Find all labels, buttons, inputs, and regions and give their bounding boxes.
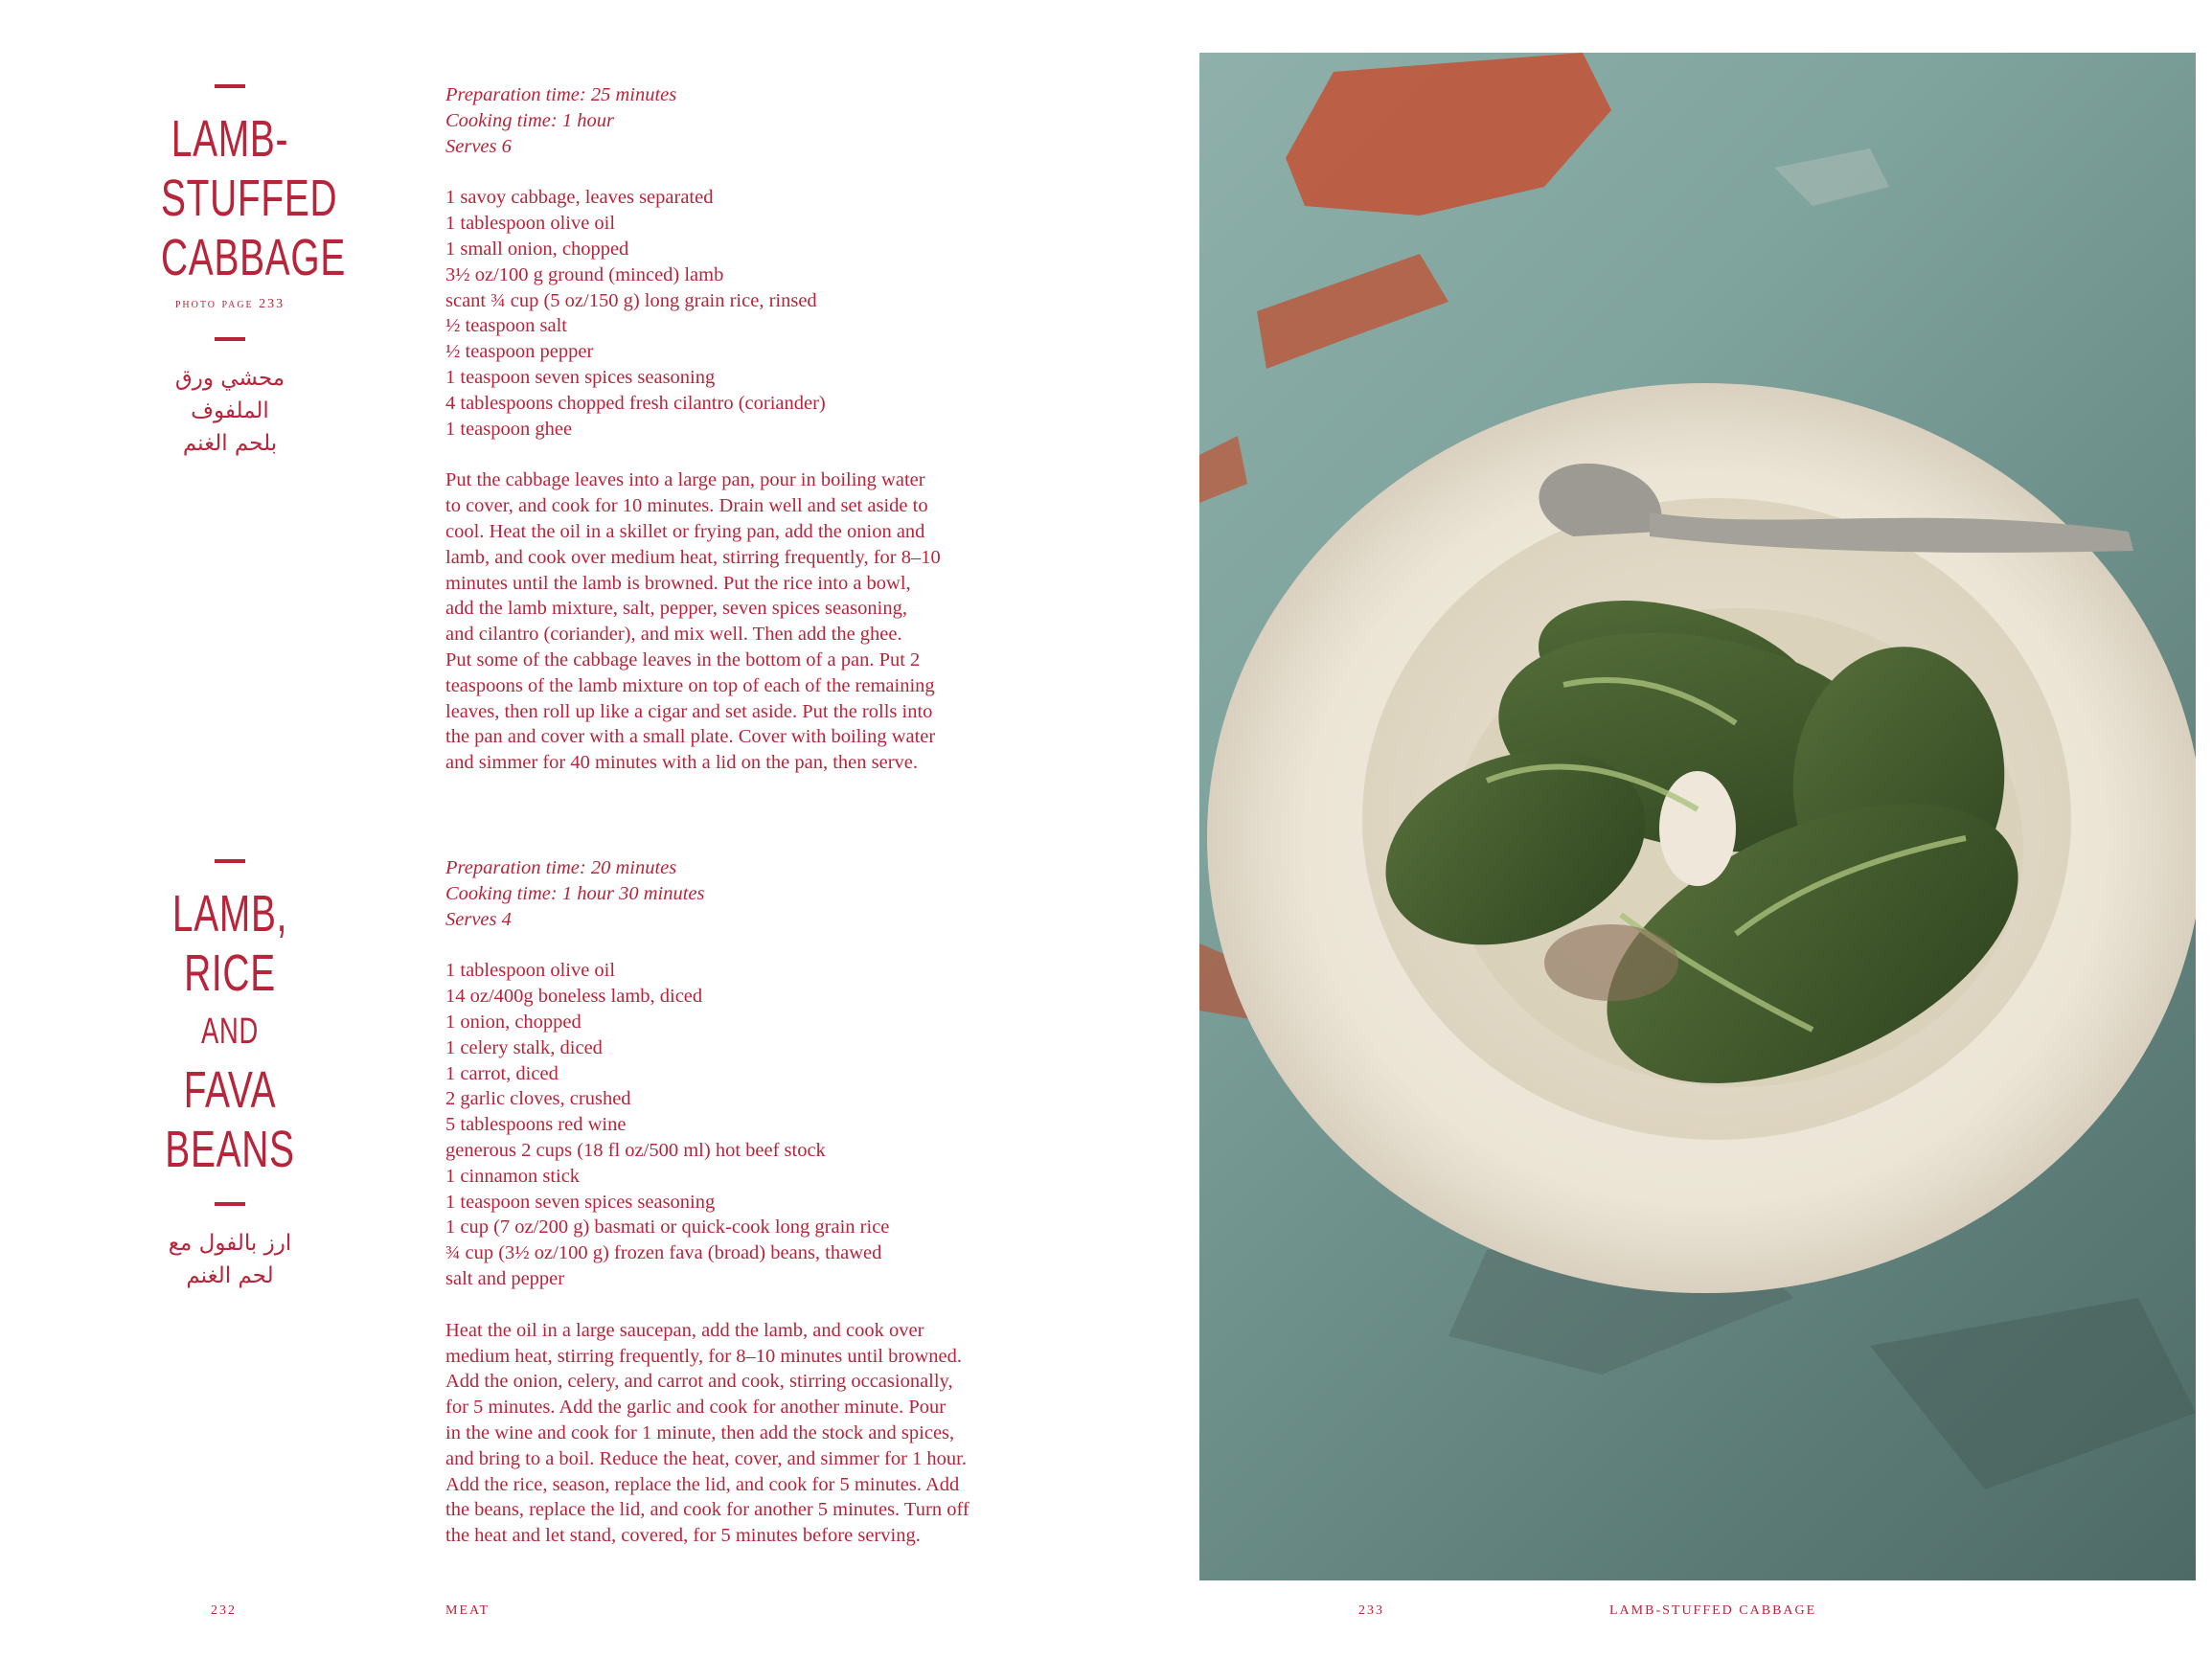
ingredient-list [445, 958, 1030, 1291]
method-line: medium heat, stirring frequently, for 8–10 minutes until browned. [445, 1345, 962, 1367]
ingredient: ½ teaspoon pepper [445, 341, 594, 363]
method-line: the heat and let stand, covered, for 5 minutes before serving. [445, 1525, 921, 1547]
method-text [445, 467, 1030, 776]
method-text [445, 1318, 1030, 1549]
ingredient: 1 small onion, chopped [445, 238, 629, 260]
photo-page-reference: photo page 233 [174, 297, 285, 311]
page-number-left: 232 [211, 1603, 237, 1618]
method-line: the beans, replace the lid, and cook for another 5 minutes. Turn off [445, 1499, 969, 1521]
ingredient: 14 oz/400g boneless lamb, diced [445, 986, 703, 1008]
method-line: Put the cabbage leaves into a large pan, pour in boiling water [445, 469, 925, 491]
cook-time: Cooking time: 1 hour [445, 109, 614, 131]
serves: Serves 6 [445, 135, 512, 157]
ingredient: 5 tablespoons red wine [445, 1114, 627, 1136]
recipe-1-body [445, 82, 1030, 776]
method-line: teaspoons of the lamb mixture on top of each of the remaining [445, 674, 935, 696]
method-line: and cilantro (coriander), and mix well. Then add the ghee. [445, 624, 902, 646]
method-line: Add the rice, season, replace the lid, and cook for 5 minutes. Add [445, 1473, 960, 1495]
ingredient-list [445, 185, 1030, 442]
ingredient: 1 cinnamon stick [445, 1165, 581, 1187]
arabic-line: محشي ورق الملفوف [174, 366, 285, 423]
title-line: AND [201, 1011, 259, 1052]
recipe-1-title [161, 109, 347, 287]
serves: Serves 4 [445, 908, 512, 930]
ingredient: ¾ cup (3½ oz/100 g) frozen fava (broad) beans, thawed [445, 1242, 882, 1264]
ingredient: 3½ oz/100 g ground (minced) lamb [445, 263, 724, 285]
cook-time: Cooking time: 1 hour 30 minutes [445, 882, 705, 904]
ingredient: 2 garlic cloves, crushed [445, 1088, 631, 1110]
method-line: the pan and cover with a small plate. Cover with boiling water [445, 726, 936, 748]
method-line: and simmer for 40 minutes with a lid on the pan, then serve. [445, 752, 919, 774]
ingredient: 4 tablespoons chopped fresh cilantro (coriander) [445, 392, 826, 414]
section-name-right: LAMB-STUFFED CABBAGE [1609, 1603, 1817, 1618]
recipe-2-body [445, 855, 1030, 1549]
method-line: minutes until the lamb is browned. Put the rice into a bowl, [445, 572, 911, 594]
ingredient: scant ¾ cup (5 oz/150 g) long grain rice, rinsed [445, 289, 817, 311]
ingredient: 1 teaspoon seven spices seasoning [445, 1191, 716, 1213]
arabic-line: لحم الغنم [186, 1263, 274, 1288]
method-line: Add the onion, celery, and carrot and cook, stirring occasionally, [445, 1371, 953, 1393]
ingredient: ½ teaspoon salt [445, 315, 567, 337]
title-dash-bottom [215, 337, 245, 341]
title-dash-top [215, 84, 245, 88]
arabic-line: بلحم الغنم [182, 431, 278, 456]
title-line: CABBAGE [161, 229, 347, 286]
title-line: STUFFED [161, 170, 338, 227]
ingredient: 1 onion, chopped [445, 1011, 582, 1033]
ingredient: 1 tablespoon olive oil [445, 213, 616, 235]
ingredient: 1 cup (7 oz/200 g) basmati or quick-cook long grain rice [445, 1216, 890, 1239]
recipe-1-title-block [134, 84, 347, 460]
ingredient: 1 tablespoon olive oil [445, 960, 616, 982]
method-line: leaves, then roll up like a cigar and set aside. Put the rolls into [445, 700, 933, 722]
method-line: for 5 minutes. Add the garlic and cook for another minute. Pour [445, 1397, 946, 1419]
title-line: BEANS [165, 1121, 295, 1178]
recipe-photo [1199, 53, 2196, 1580]
method-line: Heat the oil in a large saucepan, add the lamb, and cook over [445, 1319, 924, 1341]
prep-time: Preparation time: 20 minutes [445, 857, 677, 878]
section-name-left: MEAT [445, 1603, 490, 1618]
ingredient: 1 carrot, diced [445, 1062, 559, 1084]
ingredient: 1 savoy cabbage, leaves separated [445, 187, 714, 209]
title-line: FAVA [183, 1061, 277, 1119]
ingredient: 1 teaspoon ghee [445, 418, 573, 440]
arabic-title [134, 362, 326, 460]
method-line: Put some of the cabbage leaves in the bottom of a pan. Put 2 [445, 648, 921, 670]
recipe-meta [445, 855, 1030, 932]
title-dash-bottom [215, 1202, 245, 1206]
title-dash-top [215, 859, 245, 863]
title-line: LAMB- [171, 110, 289, 168]
recipe-2-title [161, 884, 299, 1179]
method-line: lamb, and cook over medium heat, stirring frequently, for 8–10 [445, 546, 941, 568]
photo-illustration [1199, 53, 2196, 1580]
arabic-line: ارز بالفول مع [168, 1231, 292, 1256]
title-line: RICE [184, 944, 276, 1002]
ingredient: generous 2 cups (18 fl oz/500 ml) hot beef stock [445, 1139, 826, 1161]
ingredient: salt and pepper [445, 1267, 565, 1289]
recipe-2-title-block [134, 859, 326, 1292]
method-line: in the wine and cook for 1 minute, then add the stock and spices, [445, 1421, 955, 1443]
ingredient: 1 teaspoon seven spices seasoning [445, 366, 716, 388]
arabic-title [134, 1227, 326, 1292]
ingredient: 1 celery stalk, diced [445, 1036, 603, 1058]
page-number-right: 233 [1358, 1603, 1384, 1618]
method-line: cool. Heat the oil in a skillet or frying pan, add the onion and [445, 520, 925, 542]
prep-time: Preparation time: 25 minutes [445, 84, 677, 105]
recipe-meta [445, 82, 1030, 159]
title-line: LAMB, [171, 885, 288, 943]
method-line: and bring to a boil. Reduce the heat, cover, and simmer for 1 hour. [445, 1447, 967, 1469]
method-line: add the lamb mixture, salt, pepper, seven spices seasoning, [445, 598, 907, 620]
method-line: to cover, and cook for 10 minutes. Drain well and set aside to [445, 495, 928, 517]
